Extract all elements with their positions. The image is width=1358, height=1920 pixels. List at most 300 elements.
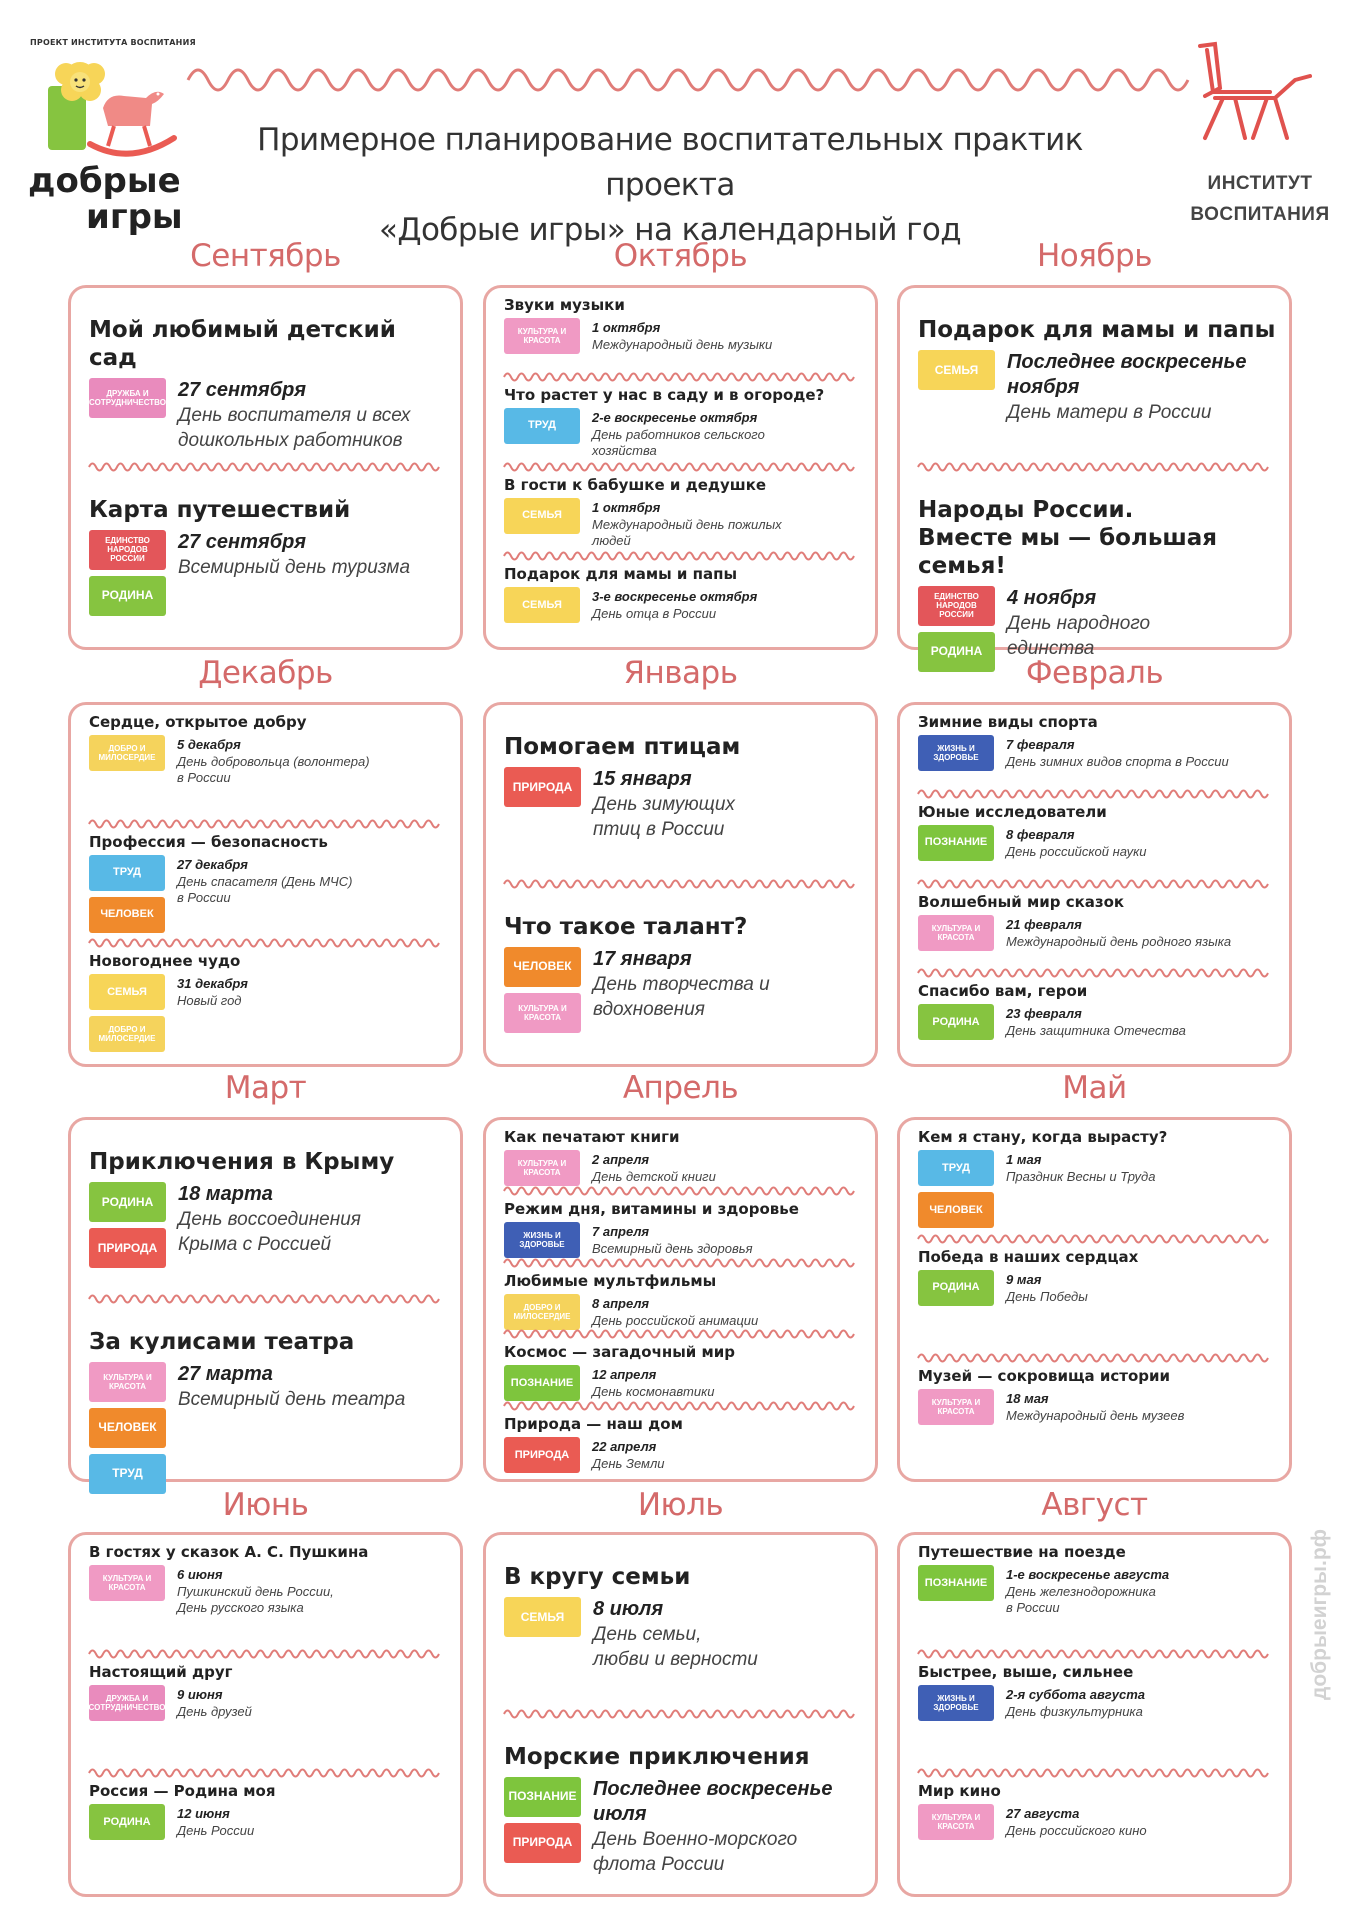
practice-description: День матери в России (1007, 402, 1212, 423)
practice-title: Режим дня, витамины и здоровье (504, 1199, 799, 1218)
wavy-divider (89, 817, 439, 831)
practice-body (504, 947, 863, 1039)
practice-section (918, 982, 1277, 1046)
value-tag: ЧЕЛОВЕК (504, 947, 581, 987)
practice-info (166, 378, 410, 453)
value-tags (89, 1565, 165, 1616)
wavy-divider (504, 549, 854, 563)
practice-section (89, 1148, 448, 1274)
practice-info (580, 318, 772, 360)
logo-text-line2: игры (86, 197, 183, 237)
value-tag: ПРИРОДА (504, 1437, 580, 1473)
practice-body (504, 1777, 863, 1877)
practice-description: Всемирный день туризма (178, 556, 411, 578)
practice-description: День зимних видов спорта в России (1006, 754, 1229, 769)
value-tag: РОДИНА (918, 1270, 994, 1306)
practice-info (995, 350, 1277, 425)
practice-info (165, 974, 248, 1058)
month-card (68, 702, 463, 1067)
practice-title: Новогоднее чудо (89, 952, 241, 971)
value-tags (918, 1565, 994, 1616)
practice-body (504, 408, 863, 459)
practice-description: День железнодорожника (1006, 1584, 1156, 1599)
practice-body (504, 1437, 863, 1479)
practice-date: 21 февраля (1006, 916, 1082, 932)
value-tag: СЕМЬЯ (504, 587, 580, 623)
wavy-divider (504, 1707, 854, 1721)
value-tags (918, 350, 995, 425)
practice-info (994, 1565, 1169, 1616)
institute-horse-icon (1175, 38, 1345, 138)
wavy-divider (918, 966, 1268, 980)
practice-info (165, 1565, 334, 1616)
practice-body (89, 530, 448, 622)
value-tag: КУЛЬТУРА И КРАСОТА (504, 1150, 580, 1186)
practice-info (581, 1597, 758, 1672)
practice-description: День творчества и (593, 973, 770, 995)
wavy-divider (89, 936, 439, 950)
value-tag: ПРИРОДА (504, 1823, 581, 1863)
practice-title: Приключения в Крыму (89, 1149, 395, 1175)
practice-date: 8 февраля (1006, 826, 1075, 842)
value-tag: ЖИЗНЬ И ЗДОРОВЬЕ (504, 1222, 580, 1258)
value-tag: РОДИНА (918, 1004, 994, 1040)
practice-info (166, 530, 410, 622)
practice-description: День Победы (1006, 1288, 1088, 1304)
practice-section (918, 713, 1277, 777)
practice-description: в России (1006, 1600, 1060, 1615)
practice-date: 2-я суббота августа (1006, 1686, 1145, 1702)
wavy-divider (918, 1351, 1268, 1365)
value-tag: ТРУД (504, 408, 580, 444)
practice-body (504, 767, 863, 842)
practice-date: Последнее воскресенье июля (593, 1777, 833, 1825)
value-tag: РОДИНА (918, 632, 995, 672)
practice-body (89, 855, 448, 939)
practice-date: 23 февраля (1006, 1006, 1082, 1022)
practice-description: Праздник Весны и Труда (1006, 1169, 1156, 1184)
practice-body (918, 350, 1277, 425)
practice-date: 27 сентября (178, 530, 307, 553)
value-tags (918, 735, 994, 777)
practice-body (918, 735, 1277, 777)
practice-description: Всемирный день театра (178, 1388, 406, 1410)
practice-description: в России (177, 770, 231, 785)
value-tag: КУЛЬТУРА И КРАСОТА (918, 915, 994, 951)
practice-description: вдохновения (593, 998, 705, 1020)
practice-info (994, 915, 1231, 957)
value-tag: ТРУД (89, 855, 165, 891)
practice-description: любви и верности (593, 1649, 758, 1670)
value-tags (504, 1777, 581, 1877)
institute-name-line1: ИНСТИТУТ (1207, 173, 1313, 194)
wavy-divider (504, 1327, 854, 1341)
practice-section (504, 1743, 863, 1877)
value-tag: ДРУЖБА И СОТРУДНИЧЕСТВО (89, 1685, 165, 1721)
practice-title: Россия — Родина моя (89, 1782, 276, 1801)
month-title: Ноябрь (1037, 238, 1152, 274)
practice-date: 7 февраля (1006, 737, 1075, 752)
practice-description: День работников сельского (592, 426, 765, 442)
month-card (68, 1117, 463, 1482)
practice-section (918, 316, 1277, 425)
practice-description: День воспитателя и всех (178, 405, 411, 426)
value-tag: РОДИНА (89, 576, 166, 616)
practice-info (165, 1804, 254, 1846)
practice-description: Новый год (177, 993, 242, 1009)
practice-description: День российской науки (1006, 843, 1147, 859)
dobrye-igry-logo (28, 48, 208, 237)
value-tags (89, 1804, 165, 1846)
month-title: Июнь (222, 1487, 309, 1523)
value-tags (89, 974, 165, 1058)
practice-title: Подарок для мамы и папы (504, 565, 738, 584)
practice-date: 2 апреля (592, 1152, 650, 1167)
practice-description: День зимующих (593, 794, 735, 815)
month-card (483, 702, 878, 1067)
wavy-divider (89, 460, 439, 474)
practice-description: Всемирный день здоровья (592, 1240, 753, 1256)
month-title: Октябрь (613, 238, 748, 274)
practice-title: Что растет у нас в саду и в огороде? (504, 385, 825, 404)
practice-body (918, 1685, 1277, 1727)
practice-date: 8 июля (593, 1598, 664, 1620)
wavy-divider (504, 1399, 854, 1413)
wavy-divider (504, 1184, 854, 1198)
logo-text-line1: добрые (28, 161, 181, 201)
practice-section (89, 496, 448, 622)
practice-body (89, 378, 448, 453)
practice-section (89, 833, 448, 939)
value-tags (89, 530, 166, 622)
practice-date: 15 января (593, 768, 692, 790)
page-title (190, 118, 1150, 253)
practice-section (918, 1663, 1277, 1727)
value-tags (918, 915, 994, 957)
practice-date: 9 июня (177, 1686, 223, 1702)
value-tags (504, 1437, 580, 1479)
practice-description: День детской книги (592, 1169, 716, 1184)
value-tag: ПРИРОДА (89, 1228, 166, 1268)
project-note: ПРОЕКТ ИНСТИТУТА ВОСПИТАНИЯ (30, 38, 196, 47)
value-tags (504, 947, 581, 1039)
practice-description: День России (177, 1823, 255, 1839)
practice-description: дошкольных работников (178, 430, 403, 451)
practice-description: День космонавтики (592, 1384, 715, 1400)
practice-date: 12 апреля (592, 1367, 657, 1383)
practice-title: Любимые мультфильмы (504, 1271, 717, 1290)
practice-description: День защитника Отечества (1006, 1023, 1186, 1039)
practice-info (994, 1150, 1155, 1234)
value-tags (504, 498, 580, 549)
month-card (483, 285, 878, 650)
wavy-divider (918, 877, 1268, 891)
practice-date: 1 октября (592, 499, 661, 515)
practice-title: За кулисами театра (89, 1328, 355, 1355)
practice-info (994, 1389, 1184, 1431)
value-tag: КУЛЬТУРА И КРАСОТА (504, 318, 580, 354)
practice-description: Международный день музыки (592, 337, 773, 352)
wavy-divider (918, 787, 1268, 801)
practice-section (504, 386, 863, 459)
site-url: добрыеигры.рф (1308, 1528, 1331, 1700)
practice-section (504, 1128, 863, 1192)
practice-info (994, 1004, 1186, 1046)
practice-description: Международный день пожилых (592, 516, 782, 532)
practice-title: В гости к бабушке и дедушке (504, 475, 767, 494)
practice-title: Победа в наших сердцах (918, 1247, 1139, 1266)
practice-description: День Военно-морского (593, 1828, 798, 1850)
value-tag: КУЛЬТУРА И КРАСОТА (918, 1804, 994, 1840)
value-tags (918, 1389, 994, 1431)
practice-body (89, 1565, 448, 1616)
practice-section (504, 1272, 863, 1336)
practice-body (918, 825, 1277, 867)
practice-description: День добровольца (волонтера) (177, 754, 370, 769)
practice-info (994, 825, 1146, 867)
practice-description: в России (177, 889, 231, 905)
practice-section (918, 1248, 1277, 1312)
practice-title: Мир кино (918, 1782, 1001, 1801)
practice-body (504, 318, 863, 360)
value-tag: ДОБРО И МИЛОСЕРДИЕ (89, 1016, 165, 1052)
practice-description: День отца в России (592, 606, 717, 622)
practice-info (580, 1437, 665, 1479)
practice-description: День российской анимации (592, 1312, 759, 1328)
value-tags (89, 1182, 166, 1274)
practice-info (994, 1804, 1147, 1846)
practice-section (918, 893, 1277, 957)
practice-section (504, 1415, 863, 1479)
practice-title: Настоящий друг (89, 1662, 233, 1681)
practice-section (89, 952, 448, 1058)
practice-title: Волшебный мир сказок (918, 892, 1125, 911)
practice-title: Спасибо вам, герои (918, 982, 1088, 1001)
practice-date: 1 октября (592, 320, 661, 335)
value-tag: ДОБРО И МИЛОСЕРДИЕ (89, 735, 165, 771)
practice-title: Помогаем птицам (504, 734, 741, 760)
wavy-divider (89, 1647, 439, 1661)
value-tags (89, 855, 165, 939)
practice-info (994, 735, 1229, 777)
practice-title: Зимние виды спорта (918, 713, 1098, 731)
practice-section (89, 1663, 448, 1727)
practice-description: флота России (593, 1853, 725, 1875)
practice-date: 2-е воскресенье октября (592, 409, 758, 425)
practice-info (165, 1685, 252, 1727)
value-tag: ДОБРО И МИЛОСЕРДИЕ (504, 1294, 580, 1330)
value-tags (504, 318, 580, 360)
value-tags (89, 1685, 165, 1727)
month-title: Январь (623, 655, 738, 691)
practice-title: Как печатают книги (504, 1128, 680, 1146)
practice-date: 12 июня (177, 1806, 230, 1822)
month-card (483, 1532, 878, 1897)
wavy-divider (504, 460, 854, 474)
value-tag: СЕМЬЯ (918, 350, 995, 390)
practice-section (504, 565, 863, 629)
month-title: Август (1041, 1487, 1148, 1523)
value-tags (504, 587, 580, 629)
value-tag: ЧЕЛОВЕК (89, 1408, 166, 1448)
practice-title: Быстрее, выше, сильнее (918, 1662, 1134, 1681)
month-title: Апрель (622, 1070, 739, 1106)
practice-section (89, 316, 448, 453)
value-tag: ПОЗНАНИЕ (918, 825, 994, 861)
value-tag: СЕМЬЯ (504, 498, 580, 534)
practice-section (504, 296, 863, 360)
practice-section (504, 1200, 863, 1264)
value-tag: КУЛЬТУРА И КРАСОТА (89, 1565, 165, 1601)
month-title: Март (224, 1070, 307, 1106)
value-tag: ПОЗНАНИЕ (504, 1777, 581, 1817)
practice-title: В гостях у сказок А. С. Пушкина (89, 1543, 369, 1561)
practice-description: Пушкинский день России, (177, 1584, 334, 1599)
practice-body (89, 1362, 448, 1500)
value-tag: РОДИНА (89, 1804, 165, 1840)
practice-title: Кем я стану, когда вырасту? (918, 1128, 1168, 1146)
practice-title: Музей — сокровища истории (918, 1367, 1171, 1386)
value-tag: СЕМЬЯ (89, 974, 165, 1010)
value-tag: ПОЗНАНИЕ (504, 1365, 580, 1401)
practice-section (918, 803, 1277, 867)
practice-date: 4 ноября (1007, 586, 1097, 609)
practice-description: День русского языка (177, 1600, 304, 1615)
wavy-divider (504, 877, 854, 891)
practice-info (994, 1270, 1088, 1312)
practice-title: Путешествие на поезде (918, 1543, 1126, 1561)
practice-description: День физкультурника (1006, 1703, 1143, 1719)
practice-body (89, 735, 448, 786)
wavy-divider (918, 460, 1268, 474)
practice-date: 7 апреля (592, 1223, 650, 1239)
practice-date: 1-е воскресенье августа (1006, 1567, 1170, 1582)
value-tags (504, 767, 581, 842)
value-tags (89, 1362, 166, 1500)
practice-date: 27 декабря (177, 856, 248, 872)
value-tags (918, 1804, 994, 1846)
practice-title: Мой любимый детский сад (89, 317, 396, 371)
practice-date: 8 апреля (592, 1295, 650, 1311)
page-title-line1: Примерное планирование воспитательных практик проекта (257, 122, 1083, 203)
practice-date: 5 декабря (177, 737, 241, 752)
month-card (897, 702, 1292, 1067)
practice-body (918, 1270, 1277, 1312)
practice-description: единства (1007, 637, 1095, 659)
practice-section (504, 913, 863, 1039)
value-tag: ЧЕЛОВЕК (89, 897, 165, 933)
practice-info (580, 587, 757, 629)
practice-body (504, 1597, 863, 1672)
value-tags (918, 1270, 994, 1312)
practice-info (165, 735, 370, 786)
practice-info (581, 947, 770, 1039)
practice-description: День народного (1007, 612, 1151, 634)
practice-description: День Земли (592, 1456, 665, 1472)
practice-section (918, 1128, 1277, 1234)
practice-body (89, 1685, 448, 1727)
practice-section (918, 496, 1277, 678)
month-card (68, 1532, 463, 1897)
practice-date: 1 мая (1006, 1152, 1042, 1167)
value-tags (918, 825, 994, 867)
practice-title: Карта путешествий (89, 496, 351, 523)
practice-date: 18 марта (178, 1183, 273, 1205)
practice-info (994, 1685, 1145, 1727)
month-card (897, 1117, 1292, 1482)
practice-title: Звуки музыки (504, 296, 625, 314)
value-tags (89, 735, 165, 786)
wavy-divider (504, 370, 854, 384)
practice-title: Природа — наш дом (504, 1415, 683, 1434)
month-title: Декабрь (198, 655, 333, 691)
value-tag: ТРУД (89, 1454, 166, 1494)
practice-section (504, 476, 863, 549)
decorative-wave-top (188, 55, 1188, 105)
practice-description: Международный день родного языка (1006, 933, 1232, 949)
practice-section (89, 1328, 448, 1500)
practice-info (580, 408, 765, 459)
practice-date: 17 января (593, 947, 692, 970)
practice-section (89, 713, 448, 786)
practice-date: 27 сентября (178, 379, 307, 401)
wavy-divider (89, 1766, 439, 1780)
value-tag: РОДИНА (89, 1182, 166, 1222)
value-tag: ЧЕЛОВЕК (918, 1192, 994, 1228)
practice-info (581, 767, 735, 842)
practice-section (504, 1563, 863, 1672)
value-tags (918, 1004, 994, 1046)
value-tags (89, 378, 166, 453)
value-tag: ЕДИНСТВО НАРОДОВ РОССИИ (918, 586, 995, 626)
practice-date: 27 августа (1006, 1806, 1080, 1822)
practice-description: хозяйства (592, 442, 657, 458)
practice-description: Крыма с Россией (178, 1234, 332, 1255)
practice-section (89, 1782, 448, 1846)
practice-body (918, 915, 1277, 957)
practice-title: Что такое талант? (504, 913, 748, 940)
value-tag: ДРУЖБА И СОТРУДНИЧЕСТВО (89, 378, 166, 418)
practice-body (918, 1004, 1277, 1046)
practice-date: 18 мая (1006, 1391, 1049, 1407)
practice-title: В кругу семьи (504, 1564, 691, 1590)
practice-description: Международный день музеев (1006, 1408, 1185, 1424)
practice-info (581, 1777, 863, 1877)
month-card (68, 285, 463, 650)
wavy-divider (89, 1292, 439, 1306)
value-tag: КУЛЬТУРА И КРАСОТА (89, 1362, 166, 1402)
value-tag: ПРИРОДА (504, 767, 581, 807)
practice-date: Последнее воскресенье ноября (1007, 351, 1247, 398)
practice-section (89, 1543, 448, 1616)
practice-title: Юные исследователи (918, 802, 1107, 821)
practice-section (918, 1782, 1277, 1846)
practice-body (918, 1565, 1277, 1616)
page-title-line2: «Добрые игры» на календарный год (378, 212, 962, 248)
practice-description: День воссоединения (178, 1209, 361, 1230)
month-title: Февраль (1025, 655, 1164, 691)
practice-title: Морские приключения (504, 1743, 810, 1770)
value-tag: ТРУД (918, 1150, 994, 1186)
value-tag: ПОЗНАНИЕ (918, 1565, 994, 1601)
practice-info (166, 1362, 405, 1500)
value-tag: СЕМЬЯ (504, 1597, 581, 1637)
month-title: Сентябрь (190, 238, 341, 274)
practice-description: День российского кино (1006, 1823, 1147, 1839)
month-title: Июль (637, 1487, 724, 1523)
value-tag: ЕДИНСТВО НАРОДОВ РОССИИ (89, 530, 166, 570)
practice-date: 27 марта (178, 1362, 273, 1385)
